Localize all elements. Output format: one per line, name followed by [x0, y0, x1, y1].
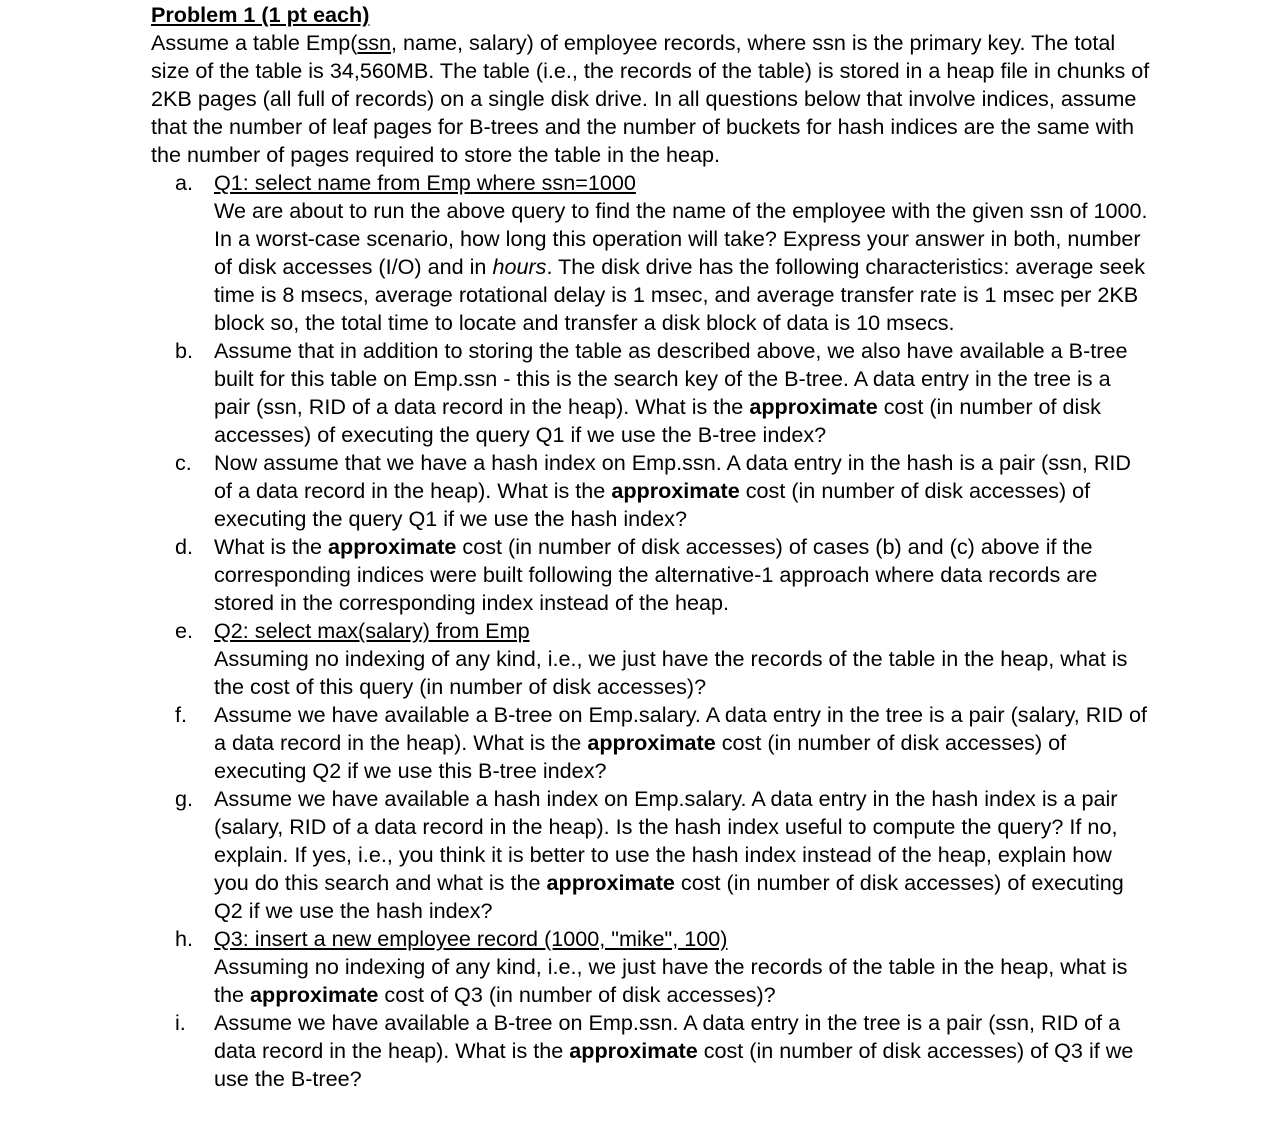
question-marker: b.	[175, 338, 194, 363]
query-q1: Q1: select name from Emp where ssn=1000	[214, 170, 636, 195]
problem-intro: Assume a table Emp(ssn, name, salary) of employee records, where ssn is the primary key. The total size of the table is 34,560MB. The table (i.e., the records of the table) is stored in a heap file in chunks of 2KB pages (all full of records) on a single disk drive. In all questions below that involve indices, assume that the number of leaf pages for B-trees and the number of buckets for hash indices are the same with the number of pages required to store the table in the heap.	[151, 30, 1150, 167]
question-marker: c.	[175, 450, 192, 475]
question-e: e. Q2: select max(salary) from Emp Assuming no indexing of any kind, i.e., we just have the records of the table in the heap, what is the cost of this query (in number of disk accesses)?	[175, 618, 1128, 699]
question-g: g. Assume we have available a hash index on Emp.salary. A data entry in the hash index is a pair (salary, RID of a data record in the heap). Is the hash index useful to compute the query? If no, explain. If yes, i.e., you think it is better to use the hash index instead of the heap, explain how you do this search and what is the approximate cost (in number of disk accesses) of executing Q2 if we use the hash index?	[175, 786, 1124, 923]
query-q3: Q3: insert a new employee record (1000, "mike", 100)	[214, 926, 728, 951]
question-d: d. What is the approximate cost (in number of disk accesses) of cases (b) and (c) above if the corresponding indices were built following the alternative-1 approach where data records are stored in the corresponding index instead of the heap.	[175, 534, 1098, 615]
question-c: c. Now assume that we have a hash index on Emp.ssn. A data entry in the hash is a pair (ssn, RID of a data record in the heap). What is the approximate cost (in number of disk accesses) of executing the query Q1 if we use the hash index?	[175, 450, 1132, 531]
question-marker: f.	[175, 702, 187, 727]
question-i: i. Assume we have available a B-tree on Emp.ssn. A data entry in the tree is a pair (ssn, RID of a data record in the heap). What is the approximate cost (in number of disk accesses) of Q3 if we use the B-tree?	[175, 1010, 1134, 1091]
question-marker: a.	[175, 170, 194, 195]
problem-title: Problem 1 (1 pt each)	[151, 2, 370, 27]
question-marker: i.	[175, 1010, 186, 1035]
problem-document	[151, 0, 1151, 1093]
ssn-key: ssn	[357, 30, 392, 55]
question-marker: g.	[175, 786, 194, 811]
question-a: a. Q1: select name from Emp where ssn=1000 We are about to run the above query to find the name of the employee with the given ssn of 1000. In a worst-case scenario, how long this operation will take? Express your answer in both, number of disk accesses (I/O) and in hours. The disk drive has the following characteristics: average seek time is 8 msecs, average rotational delay is 1 msec, and average transfer rate is 1 msec per 2KB block so, the total time to locate and transfer a disk block of data is 10 msecs.	[175, 170, 1148, 335]
question-marker: e.	[175, 618, 194, 643]
question-b: b. Assume that in addition to storing the table as described above, we also have available a B-tree built for this table on Emp.ssn - this is the search key of the B-tree. A data entry in the tree is a pair (ssn, RID of a data record in the heap). What is the approximate cost (in number of disk accesses) of executing the query Q1 if we use the B-tree index?	[175, 338, 1128, 447]
question-f: f. Assume we have available a B-tree on Emp.salary. A data entry in the tree is a pair (salary, RID of a data record in the heap). What is the approximate cost (in number of disk accesses) of executing Q2 if we use this B-tree index?	[175, 702, 1147, 783]
question-marker: h.	[175, 926, 194, 951]
question-list	[151, 169, 1151, 1093]
question-h: h. Q3: insert a new employee record (1000, "mike", 100) Assuming no indexing of any kind, i.e., we just have the records of the table in the heap, what is the approximate cost of Q3 (in number of disk accesses)?	[175, 926, 1128, 1007]
query-q2: Q2: select max(salary) from Emp	[214, 618, 530, 643]
question-marker: d.	[175, 534, 194, 559]
